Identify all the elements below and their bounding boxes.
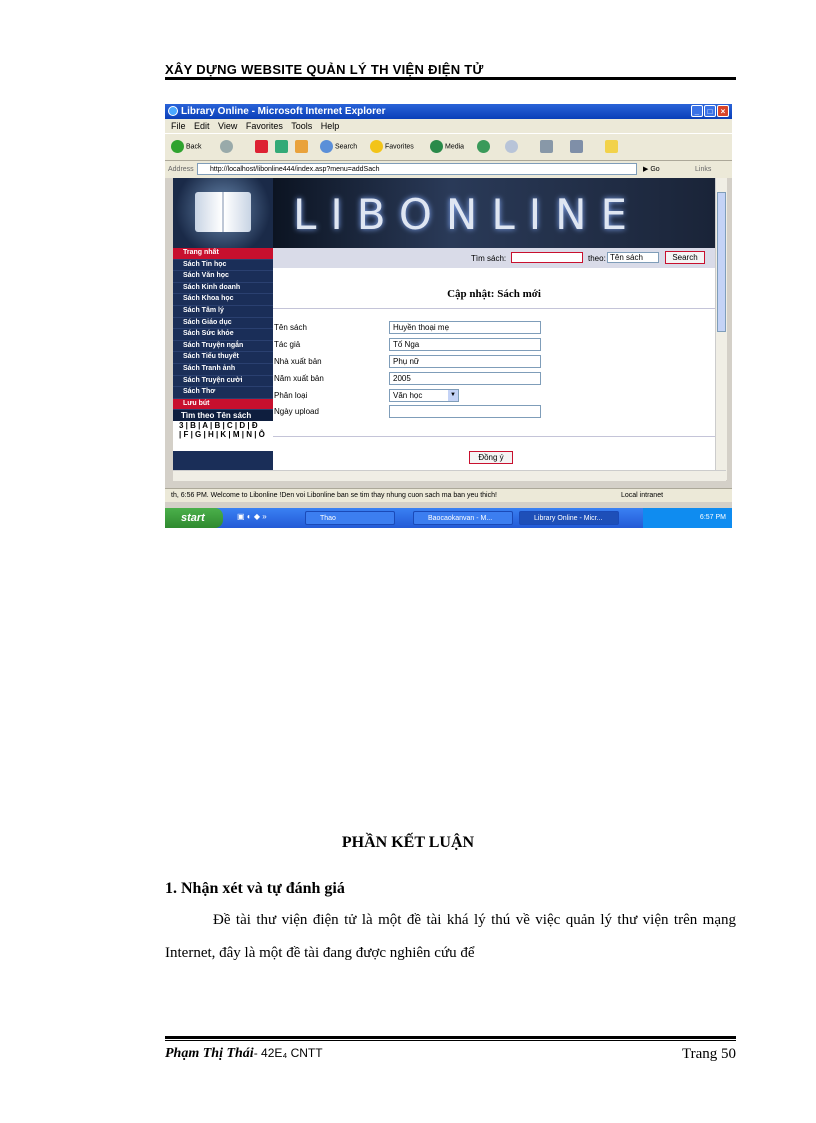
page-number: Trang 50	[681, 1046, 736, 1062]
media-button[interactable]: Media	[430, 140, 464, 154]
back-arrow-icon	[171, 140, 184, 153]
refresh-button[interactable]	[275, 140, 290, 154]
sidebar-item[interactable]: Sách Thơ	[173, 387, 273, 399]
submit-button[interactable]: Đồng ý	[469, 451, 513, 464]
page-header: XÂY DỰNG WEBSITE QUẢN LÝ TH VIỆN ĐIỆN TỬ	[165, 62, 484, 77]
section-title: PHẦN KẾT LUẬN	[341, 834, 475, 851]
forward-button[interactable]	[220, 140, 235, 154]
search-input[interactable]	[511, 252, 583, 263]
divider	[273, 436, 715, 437]
scroll-thumb[interactable]	[717, 192, 726, 332]
search-submit-button[interactable]: Search	[665, 251, 705, 264]
refresh-icon	[275, 140, 288, 153]
sidebar-item[interactable]: Sách Truyện cười	[173, 376, 273, 388]
divider	[273, 308, 715, 309]
site-logo: LIBONLINE	[293, 190, 642, 239]
sidebar-item[interactable]: Sách Khoa học	[173, 294, 273, 306]
back-button[interactable]: Back	[171, 140, 202, 154]
banner-book-image	[173, 178, 273, 248]
form-row-year: Năm xuất bản 2005	[273, 371, 715, 387]
quick-launch-icons[interactable]: ▣ ◐ ◆ »	[237, 512, 267, 521]
mail-button[interactable]	[505, 140, 520, 154]
book-icon	[195, 192, 251, 232]
history-button[interactable]	[477, 140, 492, 154]
window-title-bar	[165, 104, 732, 119]
search-button[interactable]: Search	[320, 140, 357, 154]
sidebar-item-guestbook[interactable]: Lưu bút	[173, 399, 273, 411]
stop-icon	[255, 140, 268, 153]
upload-date-input[interactable]	[389, 405, 541, 418]
horizontal-scrollbar[interactable]	[173, 470, 726, 481]
form-row-author: Tác giả Tố Nga	[273, 337, 715, 353]
print-icon	[540, 140, 553, 153]
address-bar	[165, 161, 732, 178]
form-row-title: Tên sách Huyền thoại mẹ	[273, 320, 715, 336]
taskbar	[165, 508, 732, 528]
maximize-icon[interactable]: □	[704, 105, 716, 117]
banner	[273, 178, 715, 248]
clock: 6:57 PM	[699, 514, 726, 521]
category-select[interactable]: Văn học ▼	[389, 389, 459, 402]
author-input[interactable]: Tố Nga	[389, 338, 541, 351]
footer-author: Phạm Thị Thái- 42E₄ CNTT	[165, 1046, 323, 1061]
mail-icon	[505, 140, 518, 153]
home-button[interactable]	[295, 140, 310, 154]
chevron-down-icon: ▼	[448, 390, 458, 401]
search-label: Tìm sách:	[471, 254, 507, 263]
sidebar-item[interactable]: Sách Tin học	[173, 260, 273, 272]
search-by-select[interactable]: Tên sách	[607, 252, 659, 263]
form-row-category: Phân loại Văn học ▼	[273, 388, 715, 404]
taskbar-item[interactable]: Thao	[305, 511, 395, 525]
book-title-input[interactable]: Huyền thoại mẹ	[389, 321, 541, 334]
ie-icon	[168, 106, 178, 116]
sidebar	[173, 248, 273, 480]
sidebar-item[interactable]: Sách Kinh doanh	[173, 283, 273, 295]
sidebar-item[interactable]: Sách Tranh ảnh	[173, 364, 273, 376]
browser-screenshot	[165, 104, 732, 528]
web-page	[173, 178, 715, 480]
form-row-upload-date: Ngày upload	[273, 404, 715, 420]
go-button[interactable]: ▶ Go	[643, 166, 660, 173]
edit-button[interactable]	[570, 140, 585, 154]
sidebar-item[interactable]: Sách Truyện ngắn	[173, 341, 273, 353]
history-icon	[477, 140, 490, 153]
address-input[interactable]: http://localhost/libonline444/index.asp?menu=addSach	[197, 163, 637, 175]
media-icon	[430, 140, 443, 153]
stop-button[interactable]	[255, 140, 270, 154]
year-input[interactable]: 2005	[389, 372, 541, 385]
sidebar-item[interactable]: Sách Sức khỏe	[173, 329, 273, 341]
body-paragraph: Đề tài thư viện điện tử là một đề tài khá lý thú về việc quản lý thư viện trên mạng Internet, đây là một đề tài đang được nghiên cứu để	[165, 912, 736, 961]
security-zone: Local intranet	[621, 492, 664, 499]
sidebar-item[interactable]: Sách Văn học	[173, 271, 273, 283]
search-bar	[273, 248, 715, 268]
search-icon	[320, 140, 333, 153]
print-button[interactable]	[540, 140, 555, 154]
taskbar-item[interactable]: Baocaokanvan - M...	[413, 511, 513, 525]
sidebar-item-home[interactable]: Trang nhất	[173, 248, 273, 260]
toolbar	[165, 133, 732, 161]
status-message: th, 6:56 PM. Welcome to Libonline !Den voi Libonline ban se tim thay nhung cuon sach ma ban yeu thich!	[171, 492, 497, 499]
sidebar-item[interactable]: Sách Tiểu thuyết	[173, 352, 273, 364]
taskbar-item-active[interactable]: Library Online - Micr...	[519, 511, 619, 525]
window-title: Library Online - Microsoft Internet Explorer	[181, 106, 386, 117]
header-rule	[165, 77, 736, 80]
address-label: Address	[168, 166, 194, 173]
edit-icon	[570, 140, 583, 153]
publisher-input[interactable]: Phụ nữ	[389, 355, 541, 368]
form-title: Cập nhật: Sách mới	[447, 288, 541, 300]
find-by-title-header: Tìm theo Tên sách	[173, 410, 273, 421]
form-row-publisher: Nhà xuất bản Phụ nữ	[273, 354, 715, 370]
search-by-label: theo:	[588, 254, 606, 263]
subsection-title: 1. Nhận xét và tự đánh giá	[165, 880, 345, 897]
minimize-icon[interactable]: _	[691, 105, 703, 117]
sidebar-item[interactable]: Sách Giáo dục	[173, 318, 273, 330]
folder-icon	[605, 140, 618, 153]
status-bar	[165, 488, 732, 502]
footer-rule	[165, 1036, 736, 1041]
star-icon	[370, 140, 383, 153]
links-label[interactable]: Links	[695, 166, 712, 173]
vertical-scrollbar[interactable]	[715, 178, 727, 480]
menu-bar[interactable]: File Edit View Favorites Tools Help	[165, 119, 732, 133]
system-tray	[643, 508, 732, 528]
alphabet-links[interactable]: 3 | B | A | B | C | D | Đ | F | G | H | K | M | N | Ô	[173, 421, 273, 451]
sidebar-item[interactable]: Sách Tâm lý	[173, 306, 273, 318]
home-icon	[295, 140, 308, 153]
forward-arrow-icon	[220, 140, 233, 153]
folder-button[interactable]	[605, 140, 620, 154]
start-button[interactable]: start	[165, 508, 223, 528]
close-icon[interactable]: ×	[717, 105, 729, 117]
favorites-button[interactable]: Favorites	[370, 140, 414, 154]
